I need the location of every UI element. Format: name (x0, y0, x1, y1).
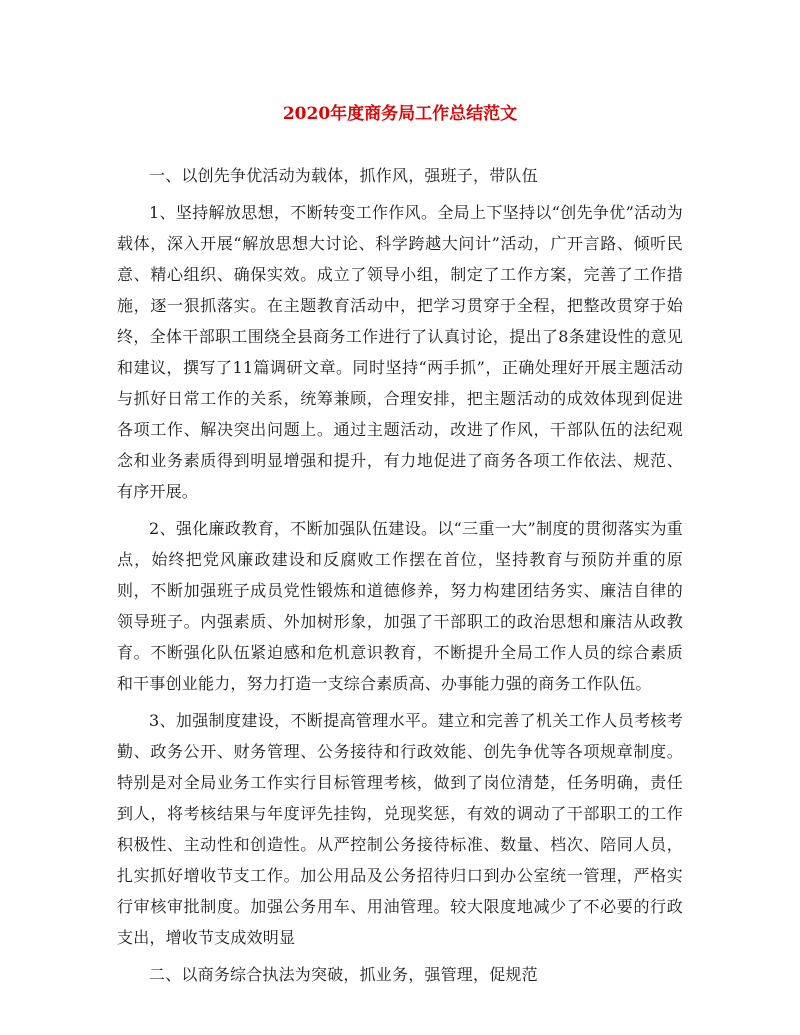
paragraph-1: 1、坚持解放思想，不断转变工作作风。全局上下坚持以“创先争优”活动为载体，深入开展“解放思想大讨论、科学跨越大问计”活动，广开言路、倾听民意、精心组织、确保实效。成立了领导小组，制定了工作方案，完善了工作措施，逐一狠抓落实。在主题教育活动中，把学习贯穿于全程，把整改贯穿于始终，全体干部职工围绕全县商务工作进行了认真讨论，提出了8条建设性的意见和建议，撰写了11篇调研文章。同时坚持“两手抓”，正确处理好开展主题活动与抓好日常工作的关系，统筹兼顾，合理安排，把主题活动的成效体现到促进各项工作、解决突出问题上。通过主题活动，改进了作风，干部队伍的法纪观念和业务素质得到明显增强和提升，有力地促进了商务各项工作依法、规范、有序开展。 (117, 203, 683, 501)
paragraph-3: 3、加强制度建设，不断提高管理水平。建立和完善了机关工作人员考核考勤、政务公开、财务管理、公务接待和行政效能、创先争优等各项规章制度。特别是对全局业务工作实行目标管理考核，做到了岗位清楚，任务明确，责任到人，将考核结果与年度评先挂钩，兑现奖惩，有效的调动了干部职工的工作积极性、主动性和创造性。从严控制公务接待标准、数量、档次、陪同人员，扎实抓好增收节支工作。加公用品及公务招待归口到办公室统一管理，严格实行审核审批制度。加强公务用车、用油管理。较大限度地减少了不必要的行政支出，增收节支成效明显 (117, 711, 683, 947)
document-title: 2020年度商务局工作总结范文 (282, 104, 518, 124)
section-heading-1: 一、以创先争优活动为载体，抓作风，强班子，带队伍 (149, 166, 538, 185)
section-heading-2: 二、以商务综合执法为突破，抓业务，强管理，促规范 (149, 965, 538, 984)
document-page (117, 102, 683, 996)
paragraph-2: 2、强化廉政教育，不断加强队伍建设。以“三重一大”制度的贯彻落实为重点，始终把党风廉政建设和反腐败工作摆在首位，坚持教育与预防并重的原则，不断加强班子成员党性锻炼和道德修养，努力构建团结务实、廉洁自律的领导班子。内强素质、外加树形象，加强了干部职工的政治思想和廉洁从政教育。不断强化队伍紧迫感和危机意识教育，不断提升全局工作人员的综合素质和干事创业能力，努力打造一支综合素质高、办事能力强的商务工作队伍。 (117, 519, 683, 693)
